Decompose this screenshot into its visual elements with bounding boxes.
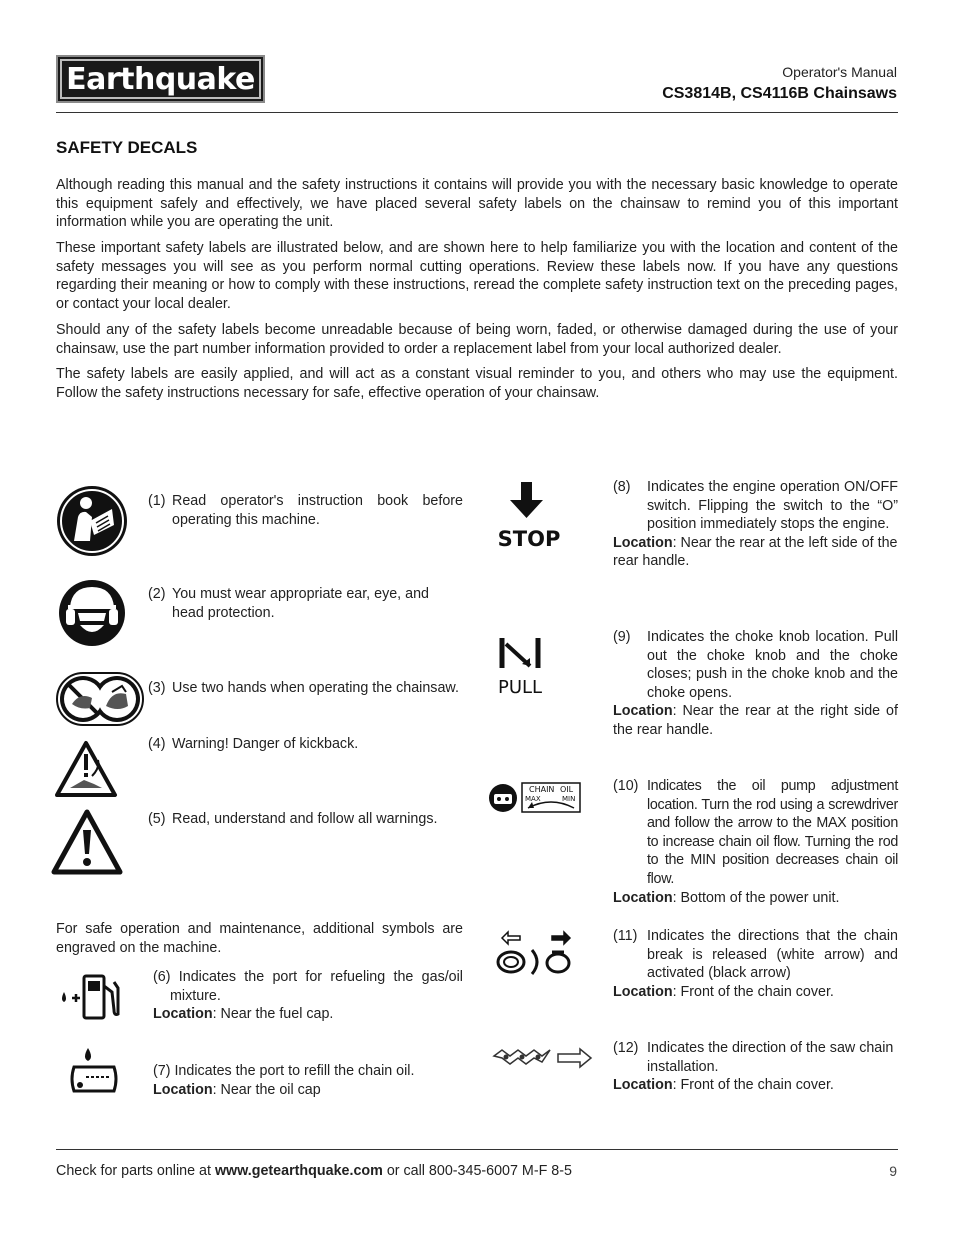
decal-item-12-location-text: : Front of the chain cover. [672,1077,834,1094]
chain-brake-icon [494,928,578,978]
decal-item-1-number: (1) [148,493,166,509]
decal-item-3-number: (3) [148,680,166,696]
decal-item-3-text: Use two hands when operating the chainsaw. [172,680,459,696]
decal-item-4-text: Warning! Danger of kickback. [172,736,359,752]
decal-item-4-number: (4) [148,736,166,752]
decal-item-1-text: Read operator's instruction book before operating this machine. [172,493,463,528]
footer-prefix: Check for parts online at [56,1163,215,1179]
oil-pump-icon [488,782,582,814]
engraved-item-7-location-label: Location [153,1081,213,1098]
header-divider [56,112,898,113]
engraved-item-7-location-text: : Near the oil cap [212,1081,321,1098]
decal-item-8-location [613,534,898,571]
decal-item-10-location-text: : Bottom of the power unit. [672,889,840,906]
decal-item-9-location-label: Location [613,703,673,720]
oil-pump-label-oil: OIL [560,785,574,794]
engraved-item-6-location-label: Location [153,1006,213,1023]
decal-item-5 [148,810,463,829]
intro-paragraph-2: These important safety labels are illustrated below, and are shown here to help familiarize you with the location and content of the safety messages you will see as you perform normal cutting operations. Review these labels now. If you have any questions regarding their meaning or how to comply with these instructions, reread the complete safety instruction text on the preceding pages, or contact your local dealer. [56,240,898,312]
decal-item-11-location-text: : Front of the chain cover. [672,983,834,1000]
decal-item-5-number: (5) [148,811,166,827]
decal-item-8-text: Indicates the engine operation ON/OFF switch. Flipping the switch to the “O” position immediately stops the engine. [647,479,898,533]
footer-divider [56,1149,898,1150]
decal-item-10 [613,777,898,907]
header-model: CS3814B, CS4116B Chainsaws [662,85,897,102]
intro-paragraph-1: Although reading this manual and the safety instructions it contains will provide you with the necessary basic knowledge to operate this equipment safely and effectively, we have placed several safety labels on the chainsaw to remind you of this important information while you are operating the unit. [56,177,898,231]
engraved-intro: For safe operation and maintenance, additional symbols are engraved on the machine. [56,921,463,956]
warning-triangle-icon [50,808,124,876]
oil-pump-label-chain: CHAIN [529,785,555,794]
footer-website-link[interactable]: www.getearthquake.com [214,1163,383,1179]
decal-item-1 [148,492,463,529]
decal-item-12-location [613,1076,898,1095]
decal-item-10-location [613,889,898,908]
oil-pump-label-min: MIN [562,795,576,803]
page-number: 9 [889,1163,897,1179]
decal-item-8-location-label: Location [613,534,673,551]
choke-pull-icon-label: PULL [498,677,543,698]
decal-item-12-location-label: Location [613,1077,673,1094]
decal-item-11-location-label: Location [613,983,673,1000]
decal-item-8-location-text: : Near the rear at the left side of the rear handle. [613,534,898,570]
head-protection-icon [58,579,126,647]
decal-item-11 [613,927,898,1001]
decal-item-9-text: Indicates the choke knob location. Pull out the choke knob and the choke closes; push in the choke knob and the choke opens. [647,629,898,701]
section-title: SAFETY DECALS [56,138,198,157]
decal-item-9 [613,628,898,740]
decal-item-9-location-text: : Near the rear at the right side of the rear handle. [613,703,898,738]
decal-item-3 [148,679,468,698]
choke-pull-icon [494,632,552,698]
decal-item-4 [148,735,463,754]
decal-item-5-text: Read, understand and follow all warnings. [172,811,438,827]
stop-icon [496,480,562,552]
decal-item-11-number: (11) [613,928,638,944]
engraved-item-6-location [153,1005,463,1024]
decal-item-2-text: You must wear appropriate ear, eye, and head protection. [172,586,429,621]
decal-item-12-text: Indicates the direction of the saw chain installation. [647,1040,894,1075]
engraved-item-6 [153,968,463,1024]
engraved-item-6-text: (6) Indicates the port for refueling the gas/oil mixture. [153,969,463,1004]
decal-item-9-number: (9) [613,629,631,645]
read-manual-icon [56,485,128,557]
decal-item-9-location [613,702,898,739]
decal-item-12 [613,1039,898,1095]
decal-item-11-location [613,983,898,1002]
earthquake-logo [56,55,265,103]
decal-item-11-text: Indicates the directions that the chain break is released (white arrow) and activated (black arrow) [647,928,898,982]
logo-text: Earthquake [66,61,255,97]
decal-item-8 [613,478,898,571]
stop-icon-label: STOP [497,527,561,551]
decal-item-2-number: (2) [148,586,166,602]
two-hands-icon [56,672,144,726]
chain-oil-icon [68,1045,120,1099]
engraved-item-7-location [153,1081,463,1100]
decal-item-12-number: (12) [613,1040,639,1056]
kickback-warning-icon [54,740,118,798]
chain-direction-icon [492,1042,594,1072]
engraved-item-6-location-text: : Near the fuel cap. [212,1006,334,1023]
decal-item-10-number: (10) [613,778,639,794]
decal-item-10-text: Indicates the oil pump adjustment location. Turn the rod using a screwdriver and follow the arrow to the MAX position to increase chain oil flow. Turning the rod to the MIN position decreases chain oil flow. [647,778,898,887]
header-manual-label: Operator's Manual [782,64,897,80]
decal-item-10-location-label: Location [613,889,673,906]
decal-item-8-number: (8) [613,479,631,495]
intro-paragraph-4: The safety labels are easily applied, and will act as a constant visual reminder to you, and others who may use the equipment. Follow the safety instructions necessary for safe, effective operation of your chainsaw. [56,366,898,401]
oil-pump-label-max: MAX [525,795,541,803]
fuel-pump-icon [56,970,124,1022]
engraved-item-7-text: (7) Indicates the port to refill the chain oil. [153,1063,415,1079]
footer-text [56,1163,572,1179]
engraved-item-7 [153,1062,463,1099]
intro-paragraph-3: Should any of the safety labels become unreadable because of being worn, faded, or otherwise damaged during the use of your chainsaw, use the part number information provided to order a replacement label from your local authorized dealer. [56,322,898,357]
footer-suffix: or call 800-345-6007 M-F 8-5 [382,1163,572,1179]
decal-item-2 [148,585,463,622]
